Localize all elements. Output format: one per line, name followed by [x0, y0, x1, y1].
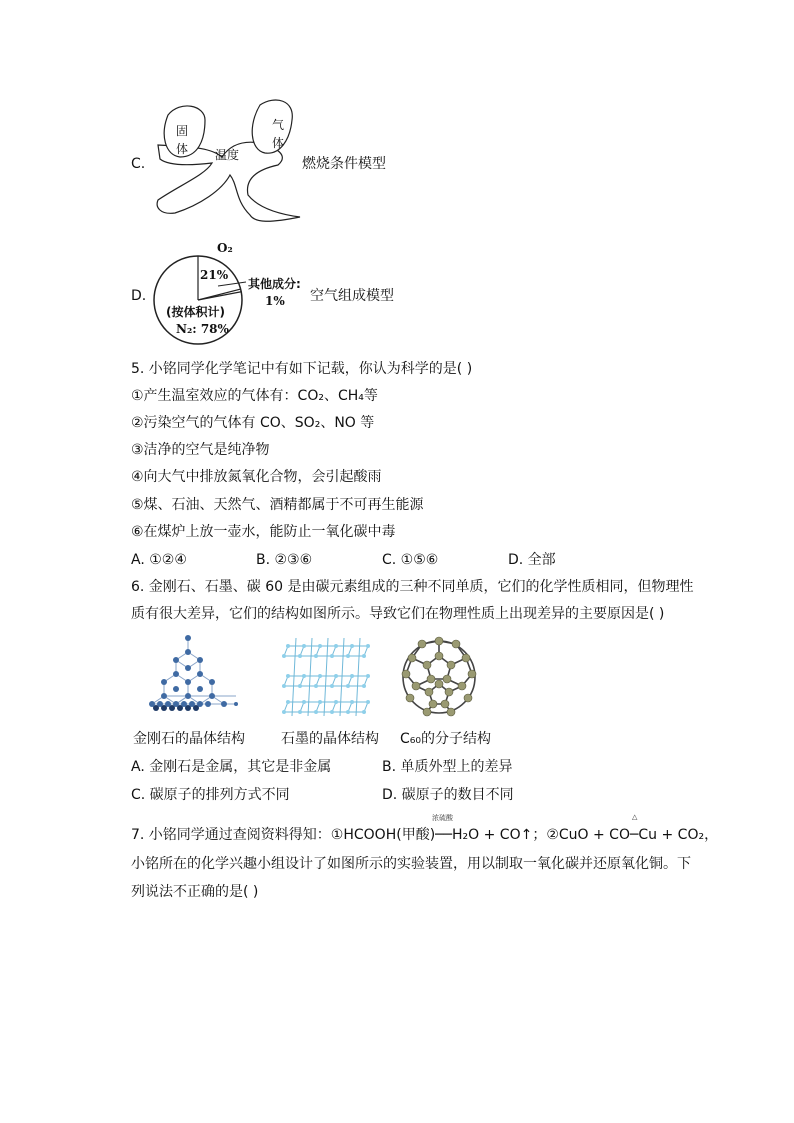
graphite-caption: 石墨的晶体结构 [281, 731, 379, 747]
option-d-caption: 空气组成模型 [310, 288, 394, 304]
q5-option-a: A. ①②④ [131, 552, 187, 568]
option-c-letter: C. [131, 156, 146, 172]
other-components-percent: 1% [265, 294, 285, 308]
q6-option-b: B. 单质外型上的差异 [382, 759, 513, 775]
q6-option-c: C. 碳原子的排列方式不同 [131, 787, 290, 803]
c60-structure-image [396, 634, 482, 720]
q6-option-d: D. 碳原子的数目不同 [382, 787, 514, 803]
q5-option-d: D. 全部 [508, 552, 556, 568]
temperature-label: 温度 [215, 148, 240, 162]
pie-center-label: (按体积计) [166, 305, 225, 319]
option-d-letter: D. [131, 288, 147, 304]
option-c-caption: 燃烧条件模型 [302, 156, 386, 172]
n2-label: N₂: 78% [176, 322, 229, 336]
q5-stem: 5. 小铭同学化学笔记中有如下记载，你认为科学的是( ) [131, 361, 473, 377]
q5-item-3: ③洁净的空气是纯净物 [131, 442, 270, 458]
q5-item-2: ②污染空气的气体有 CO、SO₂、NO 等 [131, 415, 375, 431]
q5-option-b: B. ②③⑥ [256, 552, 313, 568]
q5-option-c: C. ①⑤⑥ [382, 552, 439, 568]
q7-stem-line3: 列说法不正确的是( ) [131, 884, 259, 900]
diamond-caption: 金刚石的晶体结构 [133, 731, 245, 747]
heat-symbol: △ [632, 813, 638, 821]
q7-stem-line1: 7. 小铭同学通过查阅资料得知：①HCOOH(甲酸)──H₂O + CO↑；②CuO + CO─Cu + CO₂， [131, 827, 719, 843]
q6-stem-line1: 6. 金刚石、石墨、碳 60 是由碳元素组成的三种不同单质，它们的化学性质相同，但物理性 [131, 579, 694, 595]
q5-item-1: ①产生温室效应的气体有：CO₂、CH₄等 [131, 388, 378, 404]
solid-label: 固 体 [175, 124, 188, 156]
c60-caption: C₆₀的分子结构 [400, 731, 491, 747]
q6-option-a: A. 金刚石是金属，其它是非金属 [131, 759, 332, 775]
q6-stem-line2: 质有很大差异，它们的结构如图所示。导致它们在物理性质上出现差异的主要原因是( ) [131, 606, 665, 622]
other-components-label: 其他成分: [248, 277, 301, 291]
graphite-structure-image [282, 634, 374, 718]
diamond-structure-image [146, 634, 246, 714]
concentrated-sulfuric-acid-note: 浓硫酸 [432, 814, 453, 822]
q5-item-4: ④向大气中排放氮氧化合物，会引起酸雨 [131, 469, 382, 485]
o2-label: O₂ [217, 241, 233, 255]
gas-label: 气 体 [271, 118, 284, 150]
q7-stem-line2: 小铭所在的化学兴趣小组设计了如图所示的实验装置，用以制取一氧化碳并还原氧化铜。下 [131, 856, 691, 872]
o2-percent: 21% [200, 268, 229, 282]
q5-item-5: ⑤煤、石油、天然气、酒精都属于不可再生能源 [131, 497, 424, 513]
q5-item-6: ⑥在煤炉上放一壶水，能防止一氧化碳中毒 [131, 524, 396, 540]
